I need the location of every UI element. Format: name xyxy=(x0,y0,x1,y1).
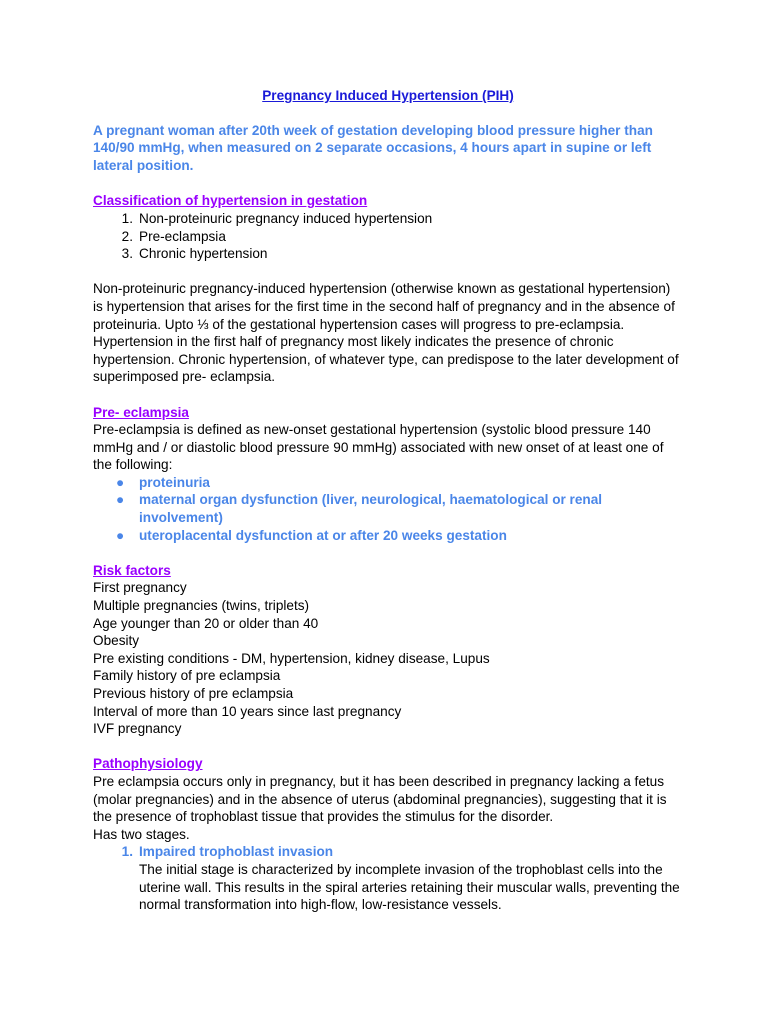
chronic-hypertension-paragraph: Hypertension in the first half of pregnancy most likely indicates the presence of chronic hypertension. Chronic hypertension, of whatever type, can predispose to the later development of superimposed pre- eclampsia. xyxy=(93,334,679,385)
intro-definition: A pregnant woman after 20th week of gestation developing blood pressure higher than 140/90 mmHg, when measured on 2 separate occasions, 4 hours apart in supine or left lateral position. xyxy=(93,122,653,173)
risk-factors-heading: Risk factors xyxy=(93,562,171,578)
document-title: Pregnancy Induced Hypertension (PIH) xyxy=(262,88,514,103)
bullet-icon: ● xyxy=(116,492,125,508)
list-item: 3. Chronic hypertension xyxy=(121,246,268,262)
stage-item: 1. Impaired trophoblast invasion The initial stage is characterized by incomplete invasion of the trophoblast cells into the uterine wall. This results in the spiral arteries retaining their muscular walls, preventing the normal transformation into high-flow, low-resistance vessels. xyxy=(93,843,683,913)
document-content xyxy=(93,87,683,914)
bullet-icon: ● xyxy=(116,474,125,490)
classification-list xyxy=(93,210,683,263)
risk-factor-item: Previous history of pre eclampsia xyxy=(93,686,294,701)
stages-intro: Has two stages. xyxy=(93,826,190,842)
gestational-hypertension-paragraph: Non-proteinuric pregnancy-induced hypertension (otherwise known as gestational hypertension) is hypertension that arises for the first time in the second half of pregnancy and in the absence of proteinuria. Upto ⅓ of the gestational hypertension cases will progress to pre-eclampsia. xyxy=(93,281,675,332)
preeclampsia-definition: Pre-eclampsia is defined as new-onset gestational hypertension (systolic blood pressure 140 mmHg and / or diastolic blood pressure 90 mmHg) associated with new onset of at least one of the following: xyxy=(93,422,664,473)
list-item: ● maternal organ dysfunction (liver, neurological, haematological or renal involvement) xyxy=(116,492,603,526)
risk-factor-item: Family history of pre eclampsia xyxy=(93,668,281,684)
risk-factor-item: Interval of more than 10 years since last pregnancy xyxy=(93,703,402,719)
list-item: ● proteinuria xyxy=(116,474,210,490)
pathophysiology-paragraph: Pre eclampsia occurs only in pregnancy, but it has been described in pregnancy lacking a fetus (molar pregnancies) and in the absence of uterus (abdominal pregnancies), suggesting that it is the presence of trophoblast tissue that provides the stimulus for the disorder. xyxy=(93,773,667,825)
risk-factor-item: First pregnancy xyxy=(93,580,187,596)
preeclampsia-heading: Pre- eclampsia xyxy=(93,404,189,420)
list-item: ● uteroplacental dysfunction at or after 20 weeks gestation xyxy=(116,527,507,543)
risk-factor-item: IVF pregnancy xyxy=(93,721,182,737)
risk-factor-item: Multiple pregnancies (twins, triplets) xyxy=(93,598,310,614)
risk-factor-item: Pre existing conditions - DM, hypertension, kidney disease, Lupus xyxy=(93,650,490,666)
pathophysiology-heading: Pathophysiology xyxy=(93,756,203,772)
stage-description: The initial stage is characterized by incomplete invasion of the trophoblast cells into the uterine wall. This results in the spiral arteries retaining their muscular walls, preventing the normal transformation into high-flow, low-resistance vessels. xyxy=(139,861,680,913)
preeclampsia-bullet-list xyxy=(93,474,683,544)
classification-heading: Classification of hypertension in gestation xyxy=(93,193,368,209)
risk-factor-item: Obesity xyxy=(93,633,140,649)
stage-title: Impaired trophoblast invasion xyxy=(139,844,334,860)
list-item: 2. Pre-eclampsia xyxy=(121,228,226,244)
bullet-icon: ● xyxy=(116,527,125,543)
list-item: 1. Non-proteinuric pregnancy induced hypertension xyxy=(121,210,433,226)
risk-factor-item: Age younger than 20 or older than 40 xyxy=(93,615,319,631)
